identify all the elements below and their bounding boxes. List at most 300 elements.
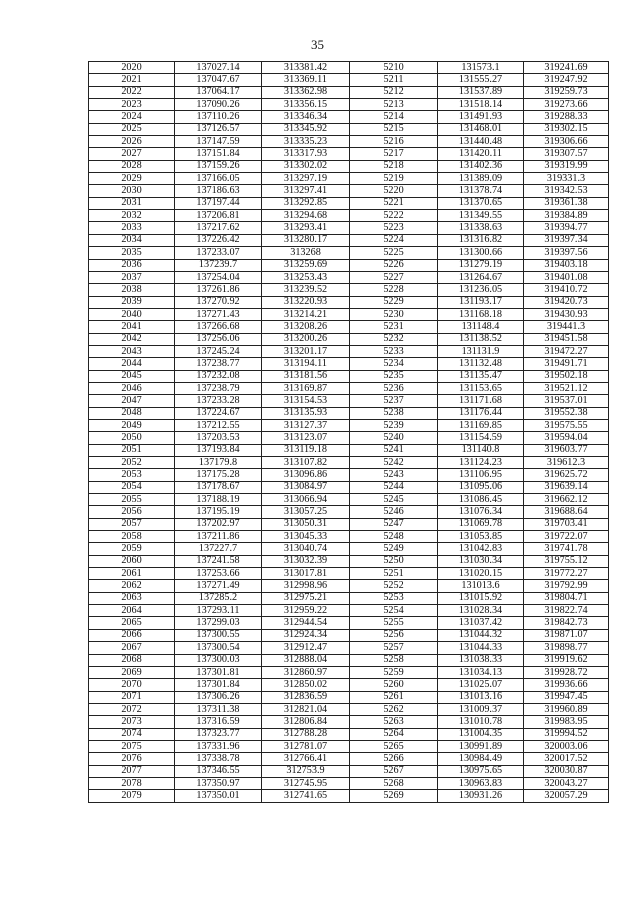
cell-y-coordinate-b: 319307.57 [524,148,609,160]
cell-y-coordinate-a: 313356.15 [262,99,350,111]
cell-y-coordinate-b: 319397.56 [524,247,609,259]
cell-y-coordinate-a: 312836.59 [262,691,350,703]
cell-point-number-b: 5243 [350,469,438,481]
cell-y-coordinate-b: 319430.93 [524,308,609,320]
cell-y-coordinate-b: 320003.06 [524,740,609,752]
cell-x-coordinate-a: 137226.42 [175,234,262,246]
cell-point-number-b: 5259 [350,666,438,678]
cell-point-number-b: 5225 [350,247,438,259]
cell-point-number-b: 5216 [350,136,438,148]
cell-y-coordinate-a: 313057.25 [262,506,350,518]
cell-y-coordinate-a: 313127.37 [262,419,350,431]
cell-x-coordinate-b: 131044.32 [438,629,524,641]
cell-point-number-b: 5238 [350,407,438,419]
table-row [89,210,609,222]
table-row [89,716,609,728]
cell-x-coordinate-b: 130991.89 [438,740,524,752]
cell-point-number-b: 5261 [350,691,438,703]
cell-y-coordinate-b: 319575.55 [524,419,609,431]
cell-point-number-a: 2047 [89,395,175,407]
table-row [89,592,609,604]
cell-point-number-a: 2022 [89,86,175,98]
table-row [89,568,609,580]
table-row [89,419,609,431]
cell-y-coordinate-b: 319947.45 [524,691,609,703]
cell-y-coordinate-a: 313032.39 [262,555,350,567]
cell-point-number-b: 5265 [350,740,438,752]
cell-x-coordinate-a: 137232.08 [175,370,262,382]
cell-point-number-a: 2058 [89,531,175,543]
cell-point-number-a: 2061 [89,568,175,580]
cell-x-coordinate-b: 131153.65 [438,382,524,394]
cell-y-coordinate-b: 319755.12 [524,555,609,567]
table-row [89,765,609,777]
cell-point-number-b: 5269 [350,790,438,802]
cell-y-coordinate-a: 313208.26 [262,321,350,333]
cell-point-number-b: 5252 [350,580,438,592]
cell-point-number-b: 5240 [350,432,438,444]
table-row [89,432,609,444]
cell-point-number-a: 2031 [89,197,175,209]
cell-point-number-b: 5211 [350,74,438,86]
table-row [89,382,609,394]
cell-x-coordinate-b: 131069.78 [438,518,524,530]
cell-y-coordinate-a: 312781.07 [262,740,350,752]
cell-x-coordinate-a: 137311.38 [175,703,262,715]
cell-point-number-b: 5239 [350,419,438,431]
table-row [89,469,609,481]
cell-point-number-a: 2052 [89,457,175,469]
cell-y-coordinate-a: 312912.47 [262,642,350,654]
cell-y-coordinate-b: 319792.99 [524,580,609,592]
cell-point-number-b: 5229 [350,296,438,308]
table-row [89,197,609,209]
table-row [89,777,609,789]
cell-y-coordinate-a: 313200.26 [262,333,350,345]
cell-x-coordinate-b: 131004.35 [438,728,524,740]
cell-x-coordinate-b: 131491.93 [438,111,524,123]
cell-y-coordinate-a: 313346.34 [262,111,350,123]
table-row [89,605,609,617]
cell-y-coordinate-a: 313040.74 [262,543,350,555]
cell-x-coordinate-a: 137271.49 [175,580,262,592]
cell-x-coordinate-a: 137233.07 [175,247,262,259]
cell-x-coordinate-a: 137346.55 [175,765,262,777]
cell-point-number-a: 2043 [89,345,175,357]
cell-x-coordinate-a: 137299.03 [175,617,262,629]
cell-y-coordinate-b: 319625.72 [524,469,609,481]
cell-point-number-b: 5235 [350,370,438,382]
cell-y-coordinate-a: 313135.93 [262,407,350,419]
cell-x-coordinate-b: 131076.34 [438,506,524,518]
cell-y-coordinate-a: 313253.43 [262,271,350,283]
cell-x-coordinate-a: 137270.92 [175,296,262,308]
cell-point-number-a: 2054 [89,481,175,493]
cell-y-coordinate-b: 319919.62 [524,654,609,666]
cell-x-coordinate-b: 130984.49 [438,753,524,765]
cell-y-coordinate-b: 319361.38 [524,197,609,209]
page-number: 35 [311,37,324,52]
cell-x-coordinate-a: 137217.62 [175,222,262,234]
cell-point-number-b: 5232 [350,333,438,345]
cell-y-coordinate-a: 313123.07 [262,432,350,444]
cell-x-coordinate-b: 131440.48 [438,136,524,148]
cell-y-coordinate-b: 320030.87 [524,765,609,777]
cell-point-number-a: 2027 [89,148,175,160]
cell-point-number-b: 5248 [350,531,438,543]
table-row [89,642,609,654]
cell-x-coordinate-a: 137147.59 [175,136,262,148]
cell-point-number-a: 2075 [89,740,175,752]
cell-point-number-a: 2062 [89,580,175,592]
cell-x-coordinate-a: 137253.66 [175,568,262,580]
cell-y-coordinate-a: 313181.56 [262,370,350,382]
cell-y-coordinate-a: 313335.23 [262,136,350,148]
cell-point-number-a: 2070 [89,679,175,691]
cell-point-number-a: 2051 [89,444,175,456]
cell-point-number-a: 2026 [89,136,175,148]
cell-x-coordinate-b: 131038.33 [438,654,524,666]
cell-x-coordinate-b: 131140.8 [438,444,524,456]
cell-point-number-a: 2078 [89,777,175,789]
cell-y-coordinate-a: 313268 [262,247,350,259]
cell-y-coordinate-a: 313017.81 [262,568,350,580]
cell-y-coordinate-a: 313096.86 [262,469,350,481]
cell-x-coordinate-b: 131420.11 [438,148,524,160]
cell-point-number-a: 2064 [89,605,175,617]
cell-x-coordinate-a: 137188.19 [175,494,262,506]
cell-y-coordinate-a: 313369.11 [262,74,350,86]
cell-point-number-b: 5254 [350,605,438,617]
cell-x-coordinate-a: 137239.7 [175,259,262,271]
cell-y-coordinate-b: 319397.34 [524,234,609,246]
cell-point-number-b: 5253 [350,592,438,604]
cell-x-coordinate-a: 137203.53 [175,432,262,444]
cell-x-coordinate-b: 131013.6 [438,580,524,592]
cell-point-number-b: 5256 [350,629,438,641]
cell-point-number-b: 5219 [350,173,438,185]
cell-y-coordinate-a: 312806.84 [262,716,350,728]
cell-x-coordinate-a: 137338.78 [175,753,262,765]
cell-x-coordinate-b: 131025.07 [438,679,524,691]
cell-x-coordinate-b: 131106.95 [438,469,524,481]
cell-y-coordinate-b: 319960.89 [524,703,609,715]
cell-y-coordinate-b: 319410.72 [524,284,609,296]
cell-y-coordinate-a: 313239.52 [262,284,350,296]
table-row [89,580,609,592]
cell-y-coordinate-b: 319521.12 [524,382,609,394]
cell-point-number-a: 2073 [89,716,175,728]
cell-y-coordinate-b: 319639.14 [524,481,609,493]
cell-y-coordinate-a: 312924.34 [262,629,350,641]
cell-x-coordinate-b: 131131.9 [438,345,524,357]
cell-x-coordinate-a: 137166.05 [175,173,262,185]
cell-y-coordinate-b: 319472.27 [524,345,609,357]
cell-point-number-b: 5264 [350,728,438,740]
cell-x-coordinate-b: 131095.06 [438,481,524,493]
cell-y-coordinate-b: 319401.08 [524,271,609,283]
cell-point-number-a: 2039 [89,296,175,308]
table-row [89,86,609,98]
cell-x-coordinate-b: 131300.66 [438,247,524,259]
table-row [89,654,609,666]
cell-point-number-a: 2030 [89,185,175,197]
cell-point-number-b: 5242 [350,457,438,469]
cell-point-number-a: 2057 [89,518,175,530]
table-row [89,99,609,111]
cell-y-coordinate-a: 313345.92 [262,123,350,135]
cell-y-coordinate-a: 313259.69 [262,259,350,271]
table-row [89,617,609,629]
table-row [89,629,609,641]
table-row [89,370,609,382]
cell-point-number-a: 2029 [89,173,175,185]
cell-x-coordinate-a: 137316.59 [175,716,262,728]
cell-point-number-b: 5223 [350,222,438,234]
table-row [89,555,609,567]
table-row [89,148,609,160]
table-row [89,753,609,765]
cell-point-number-b: 5217 [350,148,438,160]
cell-y-coordinate-a: 313045.33 [262,531,350,543]
cell-x-coordinate-b: 131555.27 [438,74,524,86]
cell-x-coordinate-a: 137151.84 [175,148,262,160]
cell-x-coordinate-a: 137064.17 [175,86,262,98]
cell-point-number-b: 5257 [350,642,438,654]
cell-y-coordinate-a: 313107.82 [262,457,350,469]
cell-y-coordinate-a: 312975.21 [262,592,350,604]
cell-y-coordinate-b: 319722.07 [524,531,609,543]
table-row [89,333,609,345]
table-row [89,666,609,678]
cell-x-coordinate-b: 131378.74 [438,185,524,197]
cell-x-coordinate-b: 131154.59 [438,432,524,444]
cell-x-coordinate-b: 131316.82 [438,234,524,246]
cell-x-coordinate-a: 137293.11 [175,605,262,617]
coordinates-table [88,61,609,803]
table-row [89,703,609,715]
cell-point-number-a: 2042 [89,333,175,345]
cell-x-coordinate-b: 130931.26 [438,790,524,802]
cell-point-number-b: 5228 [350,284,438,296]
cell-x-coordinate-a: 137027.14 [175,62,262,74]
cell-y-coordinate-b: 319772.27 [524,568,609,580]
cell-x-coordinate-a: 137211.86 [175,531,262,543]
cell-y-coordinate-a: 313169.87 [262,382,350,394]
cell-y-coordinate-a: 312753.9 [262,765,350,777]
cell-y-coordinate-a: 312998.96 [262,580,350,592]
table-row [89,185,609,197]
cell-y-coordinate-b: 320017.52 [524,753,609,765]
cell-x-coordinate-a: 137300.54 [175,642,262,654]
cell-x-coordinate-a: 137233.28 [175,395,262,407]
cell-x-coordinate-b: 131537.89 [438,86,524,98]
cell-point-number-b: 5241 [350,444,438,456]
table-row [89,457,609,469]
cell-x-coordinate-b: 131389.09 [438,173,524,185]
cell-point-number-a: 2045 [89,370,175,382]
cell-point-number-b: 5267 [350,765,438,777]
cell-x-coordinate-b: 131010.78 [438,716,524,728]
cell-y-coordinate-b: 319502.18 [524,370,609,382]
table-row [89,284,609,296]
cell-y-coordinate-a: 313154.53 [262,395,350,407]
cell-x-coordinate-a: 137195.19 [175,506,262,518]
cell-x-coordinate-b: 131236.05 [438,284,524,296]
cell-point-number-a: 2046 [89,382,175,394]
cell-point-number-a: 2038 [89,284,175,296]
cell-y-coordinate-b: 319741.78 [524,543,609,555]
cell-x-coordinate-b: 131030.34 [438,555,524,567]
cell-point-number-a: 2050 [89,432,175,444]
cell-point-number-b: 5224 [350,234,438,246]
cell-y-coordinate-a: 313292.85 [262,197,350,209]
cell-point-number-b: 5258 [350,654,438,666]
cell-x-coordinate-a: 137186.63 [175,185,262,197]
cell-point-number-a: 2025 [89,123,175,135]
cell-point-number-b: 5234 [350,358,438,370]
cell-point-number-b: 5250 [350,555,438,567]
cell-x-coordinate-b: 131053.85 [438,531,524,543]
cell-point-number-a: 2067 [89,642,175,654]
cell-point-number-a: 2024 [89,111,175,123]
cell-x-coordinate-a: 137193.84 [175,444,262,456]
table-row [89,790,609,802]
coordinates-table-body [89,62,609,803]
cell-y-coordinate-a: 313280.17 [262,234,350,246]
table-row [89,259,609,271]
table-row [89,444,609,456]
cell-x-coordinate-a: 137300.03 [175,654,262,666]
cell-point-number-a: 2069 [89,666,175,678]
cell-y-coordinate-a: 312741.65 [262,790,350,802]
cell-x-coordinate-a: 137301.81 [175,666,262,678]
cell-x-coordinate-b: 131015.92 [438,592,524,604]
cell-x-coordinate-a: 137197.44 [175,197,262,209]
cell-y-coordinate-b: 319603.77 [524,444,609,456]
cell-y-coordinate-b: 319983.95 [524,716,609,728]
cell-y-coordinate-b: 320043.27 [524,777,609,789]
cell-x-coordinate-a: 137090.26 [175,99,262,111]
cell-point-number-b: 5255 [350,617,438,629]
cell-y-coordinate-b: 319928.72 [524,666,609,678]
table-row [89,728,609,740]
cell-y-coordinate-a: 313302.02 [262,160,350,172]
cell-x-coordinate-b: 131042.83 [438,543,524,555]
cell-x-coordinate-b: 130963.83 [438,777,524,789]
cell-y-coordinate-a: 313201.17 [262,345,350,357]
cell-point-number-a: 2055 [89,494,175,506]
cell-point-number-a: 2068 [89,654,175,666]
cell-point-number-b: 5236 [350,382,438,394]
cell-x-coordinate-b: 131349.55 [438,210,524,222]
cell-y-coordinate-b: 319612.3 [524,457,609,469]
cell-y-coordinate-a: 313214.21 [262,308,350,320]
cell-point-number-a: 2037 [89,271,175,283]
cell-y-coordinate-a: 312788.28 [262,728,350,740]
table-row [89,321,609,333]
cell-x-coordinate-b: 131037.42 [438,617,524,629]
cell-point-number-b: 5214 [350,111,438,123]
table-row [89,494,609,506]
cell-y-coordinate-a: 313066.94 [262,494,350,506]
cell-y-coordinate-b: 319288.33 [524,111,609,123]
table-row [89,271,609,283]
cell-y-coordinate-b: 319319.99 [524,160,609,172]
table-row [89,531,609,543]
cell-y-coordinate-a: 313297.19 [262,173,350,185]
cell-y-coordinate-a: 312766.41 [262,753,350,765]
cell-y-coordinate-b: 319403.18 [524,259,609,271]
cell-y-coordinate-a: 313362.98 [262,86,350,98]
cell-point-number-a: 2034 [89,234,175,246]
cell-x-coordinate-a: 137245.24 [175,345,262,357]
cell-y-coordinate-b: 319552.38 [524,407,609,419]
cell-y-coordinate-b: 319491.71 [524,358,609,370]
cell-y-coordinate-a: 313297.41 [262,185,350,197]
cell-x-coordinate-a: 137254.04 [175,271,262,283]
cell-point-number-a: 2032 [89,210,175,222]
cell-point-number-a: 2072 [89,703,175,715]
cell-y-coordinate-b: 319384.89 [524,210,609,222]
cell-y-coordinate-b: 320057.29 [524,790,609,802]
cell-x-coordinate-b: 131402.36 [438,160,524,172]
cell-point-number-b: 5230 [350,308,438,320]
cell-point-number-b: 5260 [350,679,438,691]
cell-point-number-b: 5231 [350,321,438,333]
cell-point-number-a: 2079 [89,790,175,802]
table-row [89,740,609,752]
cell-y-coordinate-b: 319804.71 [524,592,609,604]
cell-y-coordinate-b: 319594.04 [524,432,609,444]
cell-point-number-a: 2053 [89,469,175,481]
cell-y-coordinate-a: 313119.18 [262,444,350,456]
table-row [89,395,609,407]
cell-x-coordinate-a: 137350.97 [175,777,262,789]
cell-y-coordinate-a: 313293.41 [262,222,350,234]
cell-point-number-b: 5212 [350,86,438,98]
cell-x-coordinate-a: 137047.67 [175,74,262,86]
table-row [89,222,609,234]
cell-x-coordinate-a: 137261.86 [175,284,262,296]
table-row [89,481,609,493]
cell-y-coordinate-b: 319241.69 [524,62,609,74]
cell-y-coordinate-b: 319842.73 [524,617,609,629]
table-row [89,543,609,555]
table-row [89,247,609,259]
cell-y-coordinate-b: 319871.07 [524,629,609,641]
cell-y-coordinate-a: 312860.97 [262,666,350,678]
cell-point-number-b: 5210 [350,62,438,74]
cell-x-coordinate-b: 131148.4 [438,321,524,333]
cell-x-coordinate-a: 137241.58 [175,555,262,567]
cell-y-coordinate-a: 313050.31 [262,518,350,530]
cell-x-coordinate-a: 137159.26 [175,160,262,172]
cell-point-number-b: 5237 [350,395,438,407]
cell-y-coordinate-a: 313294.68 [262,210,350,222]
cell-point-number-a: 2023 [89,99,175,111]
cell-y-coordinate-a: 313317.93 [262,148,350,160]
cell-x-coordinate-a: 137202.97 [175,518,262,530]
cell-x-coordinate-b: 131020.15 [438,568,524,580]
cell-x-coordinate-a: 137224.67 [175,407,262,419]
table-row [89,160,609,172]
cell-x-coordinate-b: 131573.1 [438,62,524,74]
cell-x-coordinate-a: 137323.77 [175,728,262,740]
cell-point-number-b: 5246 [350,506,438,518]
cell-x-coordinate-b: 131338.63 [438,222,524,234]
cell-x-coordinate-b: 131132.48 [438,358,524,370]
